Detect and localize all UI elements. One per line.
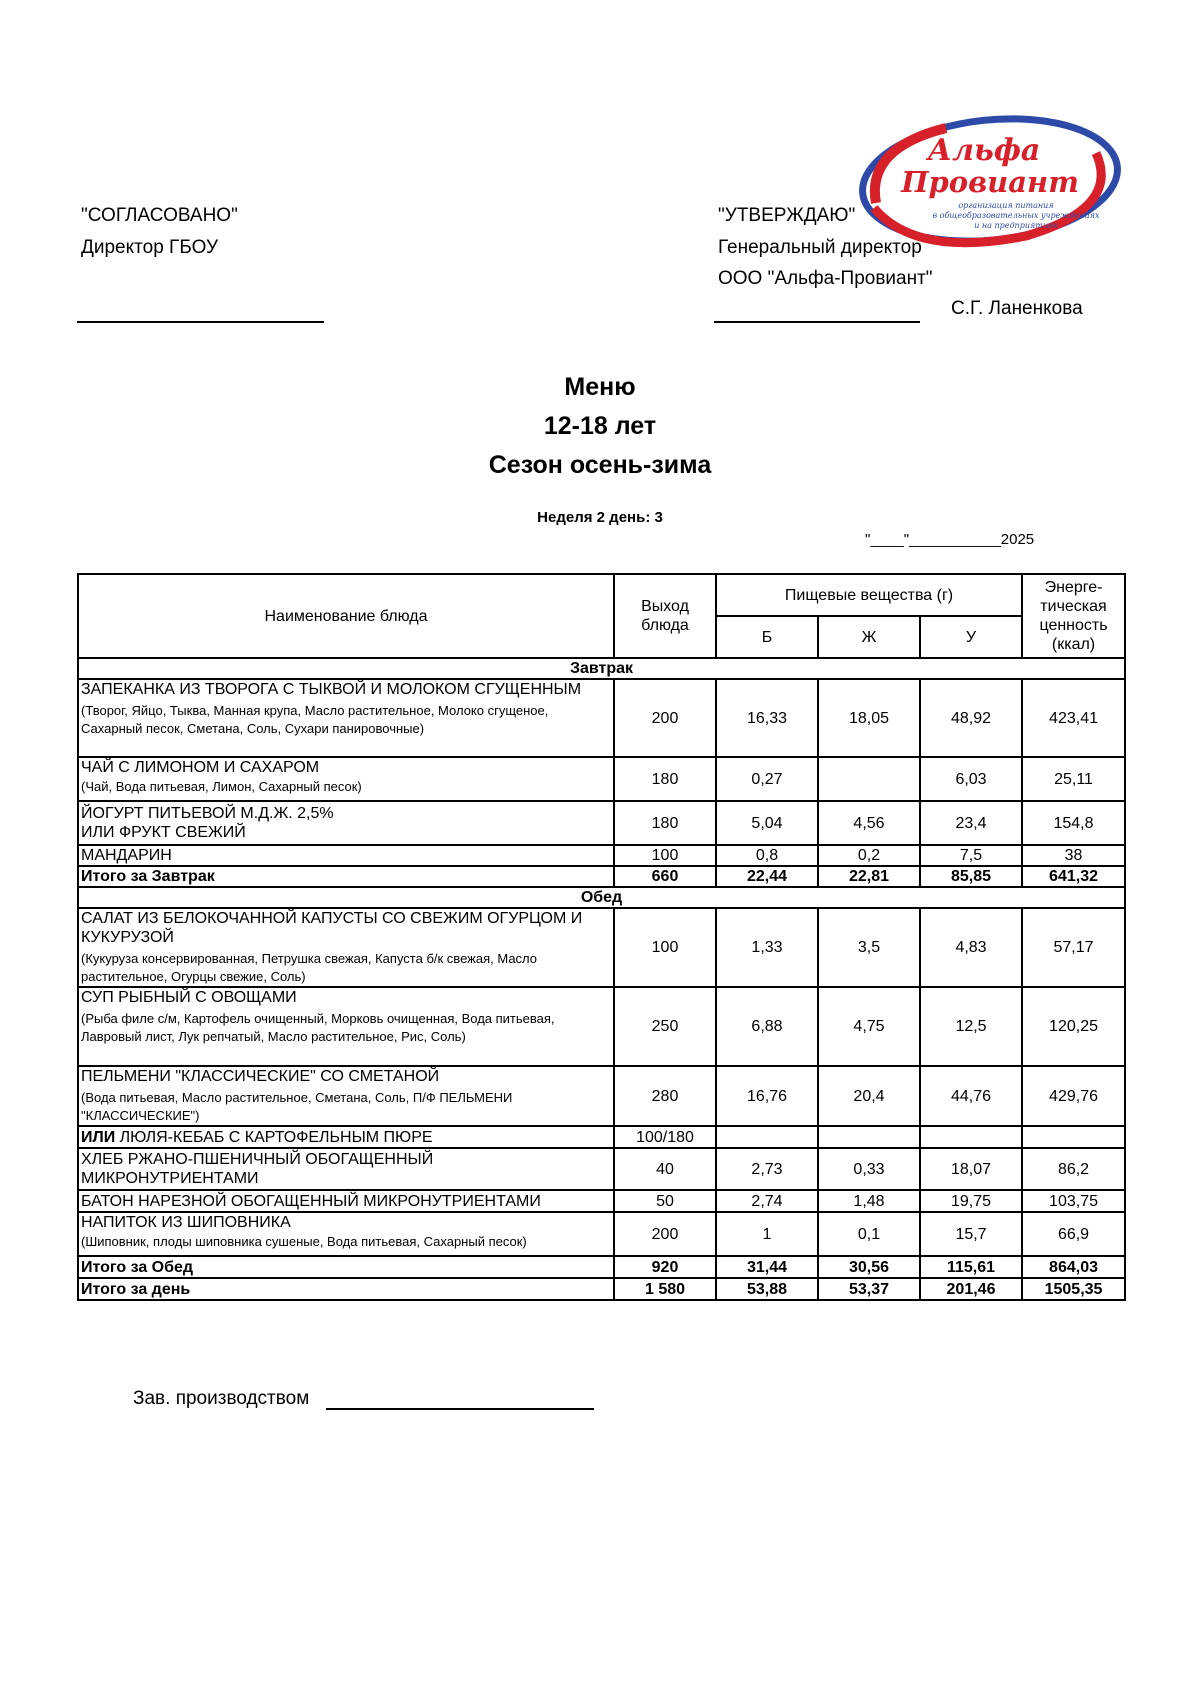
dish-protein: 2,73 <box>716 1148 818 1190</box>
dish-ingredients: (Вода питьевая, Масло растительное, Сметана, Соль, П/Ф ПЕЛЬМЕНИ "КЛАССИЧЕСКИЕ") <box>81 1090 513 1123</box>
table-header-row <box>78 574 1125 616</box>
dish-fat <box>818 1126 920 1148</box>
dish-yield: 40 <box>614 1148 716 1190</box>
production-head-label: Зав. производством <box>133 1388 310 1409</box>
total-yield: 660 <box>614 866 716 887</box>
dish-protein: 2,74 <box>716 1190 818 1212</box>
total-label: Итого за Обед <box>78 1256 614 1278</box>
table-row <box>78 987 1125 1066</box>
dish-yield: 200 <box>614 1212 716 1256</box>
total-protein: 31,44 <box>716 1256 818 1278</box>
dish-kcal: 66,9 <box>1022 1212 1125 1256</box>
dish-fat: 4,56 <box>818 801 920 845</box>
dish-yield: 200 <box>614 679 716 757</box>
dish-fat: 3,5 <box>818 908 920 987</box>
dish-yield: 100 <box>614 845 716 866</box>
dish-name: ЗАПЕКАНКА ИЗ ТВОРОГА С ТЫКВОЙ И МОЛОКОМ СГУЩЕННЫМ <box>81 681 582 698</box>
dish-cell <box>78 1066 614 1126</box>
section-row-lunch <box>78 887 1125 908</box>
dish-protein: 0,8 <box>716 845 818 866</box>
logo-line2: Провиант <box>901 165 1079 199</box>
dish-cell <box>78 757 614 801</box>
dish-ingredients: (Чай, Вода питьевая, Лимон, Сахарный песок) <box>81 779 362 794</box>
dish-yield: 180 <box>614 801 716 845</box>
header-u: У <box>920 616 1022 658</box>
logo-caption3: и на предприятиях <box>974 221 1058 230</box>
date-line: "____"___________2025 <box>865 531 1035 548</box>
total-kcal: 864,03 <box>1022 1256 1125 1278</box>
title-season: Сезон осень-зима <box>488 451 712 479</box>
total-carbs: 201,46 <box>920 1278 1022 1300</box>
dish-or-label: ИЛИ <box>81 1128 116 1146</box>
dish-carbs: 4,83 <box>920 908 1022 987</box>
total-protein: 53,88 <box>716 1278 818 1300</box>
dish-carbs: 6,03 <box>920 757 1022 801</box>
dish-name: СУП РЫБНЫЙ С ОВОЩАМИ <box>81 989 297 1006</box>
dish-yield: 180 <box>614 757 716 801</box>
header-b: Б <box>716 616 818 658</box>
table-row <box>78 1148 1125 1190</box>
total-label: Итого за Завтрак <box>78 866 614 887</box>
header-nutrients: Пищевые вещества (г) <box>716 574 1022 616</box>
dish-name: МАНДАРИН <box>78 845 614 866</box>
dish-cell <box>78 1212 614 1256</box>
dish-protein: 0,27 <box>716 757 818 801</box>
dish-kcal: 120,25 <box>1022 987 1125 1066</box>
total-row-breakfast <box>78 866 1125 887</box>
dish-fat: 0,2 <box>818 845 920 866</box>
dish-cell <box>78 801 614 845</box>
dish-yield: 50 <box>614 1190 716 1212</box>
production-signature-line <box>326 1408 594 1410</box>
dish-fat: 18,05 <box>818 679 920 757</box>
dish-kcal: 57,17 <box>1022 908 1125 987</box>
dish-yield: 250 <box>614 987 716 1066</box>
dish-ingredients: (Кукуруза консервированная, Петрушка свежая, Капуста б/к свежая, Масло растительное, Огурцы свежие, Соль) <box>81 951 538 984</box>
dish-kcal: 38 <box>1022 845 1125 866</box>
dish-name-alt: ИЛИ ФРУКТ СВЕЖИЙ <box>81 824 246 841</box>
dish-ingredients: (Творог, Яйцо, Тыква, Манная крупа, Масло растительное, Молоко сгущеное, Сахарный песок, Сметана, Соль, Сухари панировочные) <box>81 703 549 736</box>
dish-cell <box>78 1126 614 1148</box>
dish-kcal <box>1022 1126 1125 1148</box>
company-logo <box>856 108 1124 252</box>
total-yield: 1 580 <box>614 1278 716 1300</box>
agreed-position: Директор ГБОУ <box>81 237 219 258</box>
dish-kcal: 429,76 <box>1022 1066 1125 1126</box>
total-kcal: 1505,35 <box>1022 1278 1125 1300</box>
dish-fat: 20,4 <box>818 1066 920 1126</box>
logo-caption2: в общеобразовательных учреждениях <box>932 211 1100 220</box>
dish-carbs: 15,7 <box>920 1212 1022 1256</box>
table-row <box>78 845 1125 866</box>
table-row <box>78 1126 1125 1148</box>
dish-fat <box>818 757 920 801</box>
approve-position: Генеральный директор <box>718 237 922 258</box>
dish-name: БАТОН НАРЕЗНОЙ ОБОГАЩЕННЫЙ МИКРОНУТРИЕНТАМИ <box>78 1190 614 1212</box>
table-row <box>78 679 1125 757</box>
dish-name: НАПИТОК ИЗ ШИПОВНИКА <box>81 1214 291 1231</box>
dish-kcal: 86,2 <box>1022 1148 1125 1190</box>
header-yield: Выход блюда <box>614 574 716 658</box>
logo-caption1: организация питания <box>958 201 1054 210</box>
menu-table <box>77 573 1126 1301</box>
section-breakfast: Завтрак <box>78 658 1125 679</box>
right-signature-line <box>714 321 920 323</box>
dish-name: ЙОГУРТ ПИТЬЕВОЙ М.Д.Ж. 2,5% <box>81 805 334 822</box>
section-row-breakfast <box>78 658 1125 679</box>
dish-protein: 6,88 <box>716 987 818 1066</box>
dish-yield: 280 <box>614 1066 716 1126</box>
dish-fat: 1,48 <box>818 1190 920 1212</box>
logo-line1: Альфа <box>927 133 1041 168</box>
section-lunch: Обед <box>78 887 1125 908</box>
dish-cell <box>78 679 614 757</box>
week-day: Неделя 2 день: 3 <box>537 509 663 526</box>
dish-carbs: 7,5 <box>920 845 1022 866</box>
total-carbs: 115,61 <box>920 1256 1022 1278</box>
total-carbs: 85,85 <box>920 866 1022 887</box>
table-row <box>78 1212 1125 1256</box>
total-fat: 22,81 <box>818 866 920 887</box>
total-fat: 53,37 <box>818 1278 920 1300</box>
table-row <box>78 908 1125 987</box>
dish-name: ЧАЙ С ЛИМОНОМ И САХАРОМ <box>81 759 320 776</box>
dish-carbs: 44,76 <box>920 1066 1022 1126</box>
dish-carbs <box>920 1126 1022 1148</box>
dish-protein: 1 <box>716 1212 818 1256</box>
agreed-label: "СОГЛАСОВАНО" <box>81 205 238 226</box>
dish-cell <box>78 987 614 1066</box>
total-row-day <box>78 1278 1125 1300</box>
dish-protein: 16,33 <box>716 679 818 757</box>
total-fat: 30,56 <box>818 1256 920 1278</box>
dish-kcal: 103,75 <box>1022 1190 1125 1212</box>
approve-company: ООО "Альфа-Провиант" <box>718 268 933 289</box>
dish-ingredients: (Шиповник, плоды шиповника сушеные, Вода питьевая, Сахарный песок) <box>81 1234 527 1249</box>
dish-carbs: 19,75 <box>920 1190 1022 1212</box>
table-row <box>78 1190 1125 1212</box>
dish-kcal: 154,8 <box>1022 801 1125 845</box>
total-protein: 22,44 <box>716 866 818 887</box>
dish-yield: 100 <box>614 908 716 987</box>
title-age: 12-18 лет <box>543 412 657 440</box>
dish-fat: 0,1 <box>818 1212 920 1256</box>
dish-name: ПЕЛЬМЕНИ "КЛАССИЧЕСКИЕ" СО СМЕТАНОЙ <box>81 1068 440 1085</box>
dish-cell <box>78 908 614 987</box>
dish-carbs: 18,07 <box>920 1148 1022 1190</box>
title-menu: Меню <box>564 373 636 401</box>
dish-carbs: 23,4 <box>920 801 1022 845</box>
dish-ingredients: (Рыба филе с/м, Картофель очищенный, Морковь очищенная, Вода питьевая, Лавровый лист, Лук репчатый, Масло растительное, Рис, Соль) <box>81 1011 555 1044</box>
approve-label: "УТВЕРЖДАЮ" <box>718 205 856 226</box>
dish-name: ЛЮЛЯ-КЕБАБ С КАРТОФЕЛЬНЫМ ПЮРЕ <box>115 1128 433 1146</box>
dish-protein: 1,33 <box>716 908 818 987</box>
dish-name: САЛАТ ИЗ БЕЛОКОЧАННОЙ КАПУСТЫ СО СВЕЖИМ ОГУРЦОМ И КУКУРУЗОЙ <box>81 910 583 946</box>
header-name: Наименование блюда <box>78 574 614 658</box>
table-row <box>78 801 1125 845</box>
dish-protein <box>716 1126 818 1148</box>
total-kcal: 641,32 <box>1022 866 1125 887</box>
dish-protein: 16,76 <box>716 1066 818 1126</box>
header-zh: Ж <box>818 616 920 658</box>
dish-name: ХЛЕБ РЖАНО-ПШЕНИЧНЫЙ ОБОГАЩЕННЫЙ МИКРОНУТРИЕНТАМИ <box>78 1148 614 1190</box>
dish-fat: 4,75 <box>818 987 920 1066</box>
dish-kcal: 25,11 <box>1022 757 1125 801</box>
dish-protein: 5,04 <box>716 801 818 845</box>
left-signature-line <box>77 321 324 323</box>
dish-carbs: 48,92 <box>920 679 1022 757</box>
table-row <box>78 1066 1125 1126</box>
signer-name: С.Г. Ланенкова <box>951 298 1083 319</box>
total-yield: 920 <box>614 1256 716 1278</box>
total-row-lunch <box>78 1256 1125 1278</box>
header-energy: Энерге-тическая ценность (ккал) <box>1022 574 1125 658</box>
dish-carbs: 12,5 <box>920 987 1022 1066</box>
total-label: Итого за день <box>78 1278 614 1300</box>
dish-fat: 0,33 <box>818 1148 920 1190</box>
dish-yield: 100/180 <box>614 1126 716 1148</box>
dish-kcal: 423,41 <box>1022 679 1125 757</box>
table-row <box>78 757 1125 801</box>
